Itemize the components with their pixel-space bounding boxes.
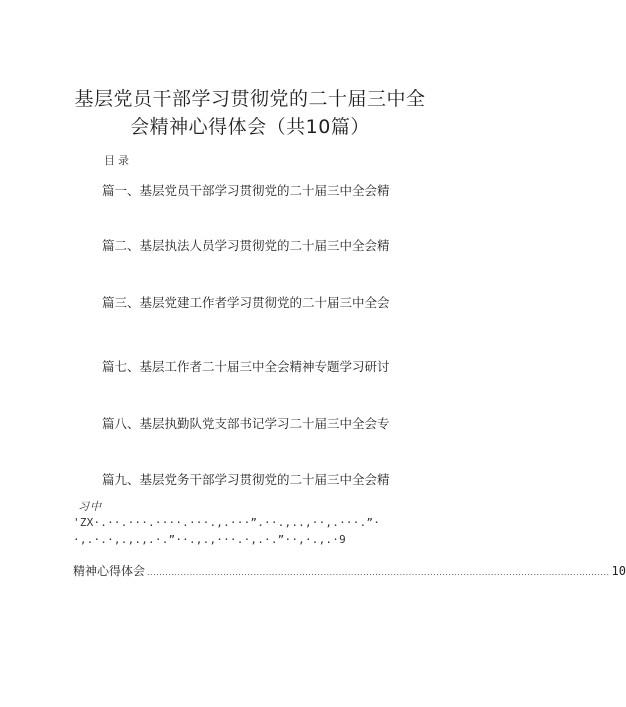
toc-dot-leader: ........................................................................................................................................................	[147, 568, 610, 577]
toc-last-entry[interactable]	[73, 562, 626, 579]
document-title-line-1: 基层党员干部学习贯彻党的二十届三中全	[74, 88, 426, 110]
toc-item[interactable]: 篇九、基层党务干部学习贯彻党的二十届三中全会精	[102, 472, 390, 487]
toc-page-number: 10	[611, 564, 626, 578]
toc-item[interactable]: 篇三、基层党建工作者学习贯彻党的二十届三中全会	[102, 295, 390, 310]
document-title-line-2: 会精神心得体会（共10篇）	[130, 116, 370, 138]
garbled-text-line: 'ZX·.··.···.····.···.,.···”.··.,..,··,.···.”·	[73, 516, 381, 529]
garbled-text-line: ·,.·.·,.,.,.·.”··.,.,···.·,.·.”··,·.,.·9	[73, 533, 346, 546]
toc-item[interactable]: 篇二、基层执法人员学习贯彻党的二十届三中全会精	[102, 238, 390, 253]
garbled-text-line: 习中	[78, 500, 102, 513]
toc-item[interactable]: 篇八、基层执勤队党支部书记学习二十届三中全会专	[102, 416, 390, 431]
toc-entry-label: 精神心得体会	[73, 564, 146, 578]
toc-item[interactable]: 篇七、基层工作者二十届三中全会精神专题学习研讨	[102, 359, 390, 374]
toc-heading: 目录	[104, 154, 132, 167]
toc-item[interactable]: 篇一、基层党员干部学习贯彻党的二十届三中全会精	[102, 183, 390, 198]
